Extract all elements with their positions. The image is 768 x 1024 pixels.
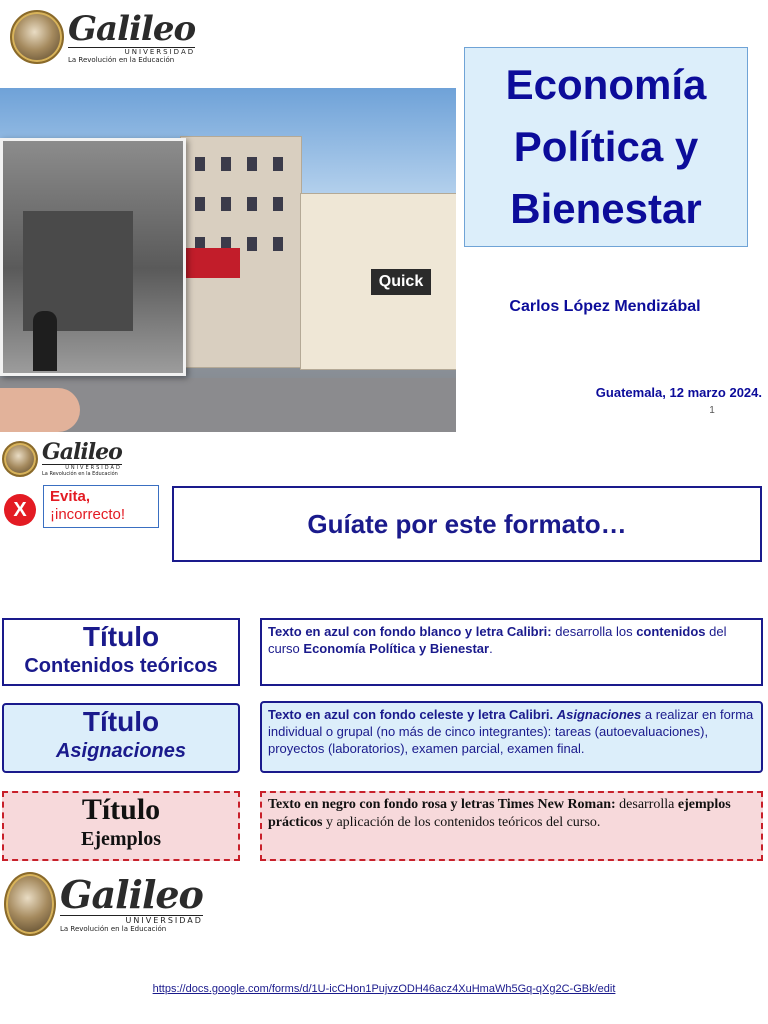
title-line-2: Política y bbox=[513, 123, 699, 170]
sample-title: Título bbox=[81, 793, 161, 826]
galileo-logo-bottom bbox=[4, 872, 203, 936]
warning-label bbox=[43, 485, 159, 528]
logo-university: UNIVERSIDAD bbox=[42, 464, 122, 471]
photo-red-awning bbox=[180, 248, 240, 278]
paris-street-photo bbox=[0, 88, 456, 432]
warning-line-2: ¡incorrecto! bbox=[50, 506, 126, 523]
google-form-link[interactable]: https://docs.google.com/forms/d/1U-icCHon1PujvzODH46acz4XuHmaWh5Gq-qXg2C-GBk/edit bbox=[152, 983, 616, 995]
desc-bold-2: ejemplos prácticos bbox=[268, 797, 731, 830]
sample-title: Título bbox=[82, 706, 160, 737]
galileo-portrait-icon bbox=[10, 10, 64, 64]
galileo-logo-small bbox=[2, 440, 122, 477]
desc-bold: Texto en negro con fondo rosa y letras Times New Roman: bbox=[268, 797, 616, 812]
logo-name: Galileo bbox=[42, 439, 122, 465]
logo-tagline: La Revolución en la Educación bbox=[60, 925, 167, 933]
title-sample-ejemplos bbox=[2, 791, 240, 861]
sample-subtitle: Contenidos teóricos bbox=[24, 655, 218, 677]
photo-building-right bbox=[300, 193, 456, 370]
x-icon: X bbox=[4, 494, 36, 526]
format-heading: Guíate por este formato… bbox=[307, 508, 627, 539]
photo-old-print bbox=[0, 138, 186, 376]
logo-tagline: La Revolución en la Educación bbox=[42, 471, 118, 477]
logo-university: UNIVERSIDAD bbox=[60, 915, 203, 925]
desc-bold-2: contenidos bbox=[636, 624, 706, 639]
galileo-logo bbox=[10, 10, 195, 64]
photo-hand bbox=[0, 388, 80, 432]
logo-university: UNIVERSIDAD bbox=[68, 47, 195, 56]
course-title bbox=[506, 54, 707, 240]
logo-name: Galileo bbox=[68, 8, 196, 49]
desc-italic: Asignaciones bbox=[556, 707, 642, 722]
page-number: 1 bbox=[709, 405, 715, 416]
description-asignaciones bbox=[260, 701, 763, 773]
desc-end: . bbox=[489, 641, 493, 656]
logo-tagline: La Revolución en la Educación bbox=[68, 55, 175, 64]
photo-cafe-sign: Quick bbox=[371, 269, 431, 295]
desc-text: a realizar en forma individual o grupal (no más de cinco integrantes): tareas (autoevaluaciones), proyectos (laboratorios), examen parcial, examen final. bbox=[268, 707, 754, 756]
desc-text: desarrolla bbox=[615, 797, 678, 812]
description-contenidos bbox=[260, 618, 763, 686]
description-ejemplos bbox=[260, 791, 763, 861]
desc-bold-3: Economía Política y Bienestar bbox=[303, 641, 490, 656]
desc-bold: Texto en azul con fondo blanco y letra Calibri: bbox=[268, 624, 552, 639]
desc-text: desarrolla los bbox=[551, 624, 637, 639]
author-name: Carlos López Mendizábal bbox=[509, 298, 701, 315]
logo-name: Galileo bbox=[60, 872, 203, 917]
date-line: Guatemala, 12 marzo 2024. bbox=[595, 385, 762, 400]
title-line-3: Bienestar bbox=[510, 185, 702, 232]
sample-title: Título bbox=[82, 621, 160, 652]
title-line-1: Economía bbox=[505, 61, 707, 108]
galileo-portrait-icon bbox=[4, 872, 56, 936]
sample-subtitle: Asignaciones bbox=[55, 740, 187, 762]
desc-text-2: del curso bbox=[268, 624, 727, 656]
sample-subtitle: Ejemplos bbox=[81, 828, 161, 850]
desc-bold: Texto en azul con fondo celeste y letra Calibri. bbox=[268, 707, 554, 722]
desc-text-2: y aplicación de los contenidos teóricos del curso. bbox=[322, 815, 601, 830]
galileo-portrait-icon bbox=[2, 441, 38, 477]
warning-line-1: Evita, bbox=[50, 488, 91, 505]
format-heading-box bbox=[172, 486, 762, 562]
title-sample-asignaciones bbox=[2, 703, 240, 773]
title-sample-contenidos bbox=[2, 618, 240, 686]
title-box bbox=[464, 47, 748, 247]
